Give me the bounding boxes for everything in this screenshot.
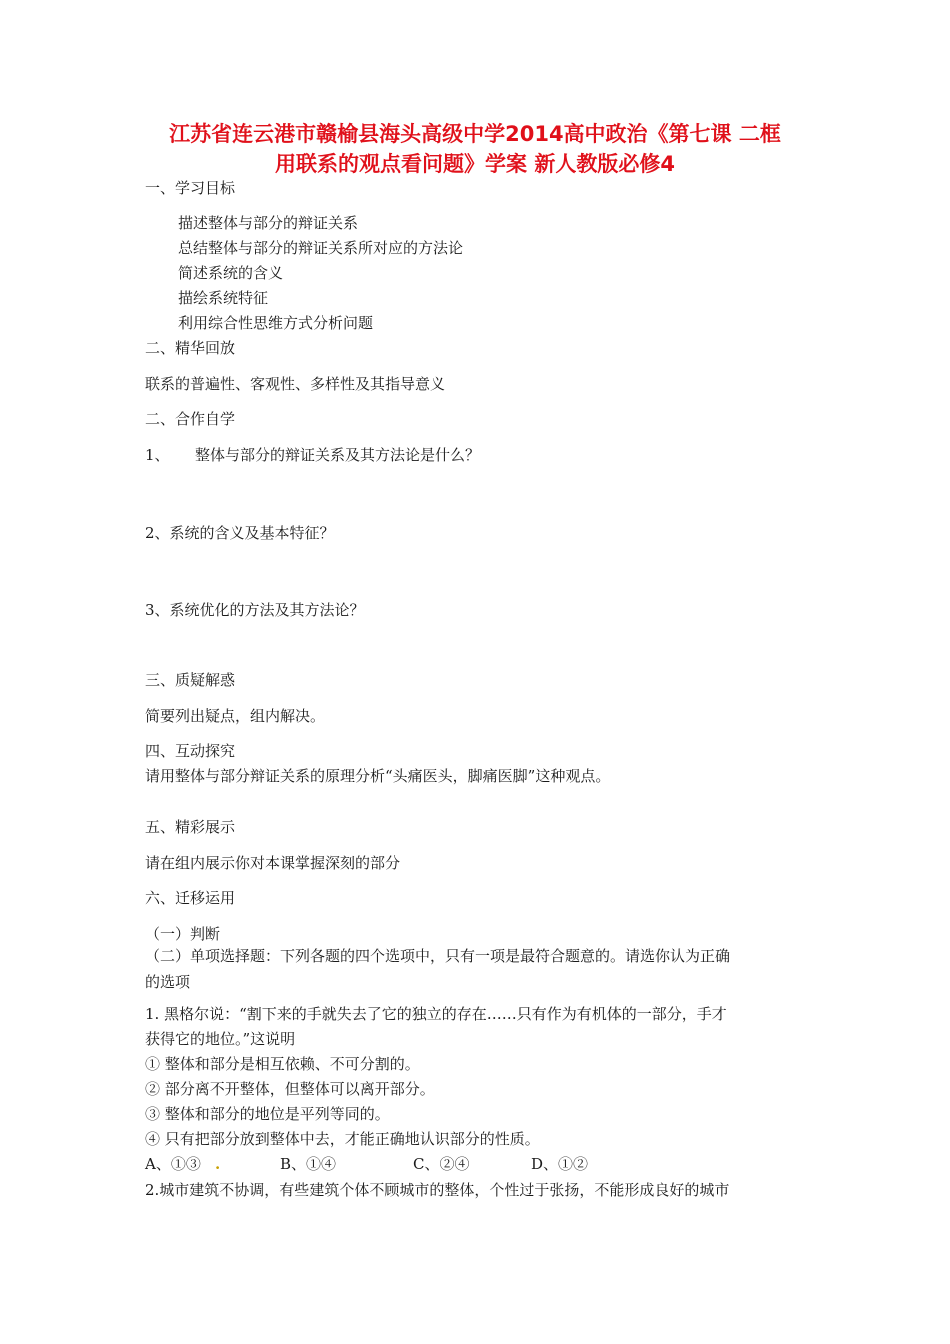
option-b: B、①④ (280, 1155, 337, 1173)
showcase-text: 请在组内展示你对本课掌握深刻的部分 (145, 854, 401, 872)
document-title-line-2: 用联系的观点看问题》学案 新人教版必修4 (275, 152, 675, 176)
document-title-line-1: 江苏省连云港市赣榆县海头高级中学2014高中政治《第七课 二框 (169, 122, 781, 146)
question-city: 2.城市建筑不协调，有些建筑个体不顾城市的整体，个性过于张扬，不能形成良好的城市 (145, 1181, 730, 1199)
question-3: 3、系统优化的方法及其方法论？ (145, 601, 365, 619)
option-a-mark: . (215, 1155, 221, 1173)
section-heading-application: 六、迁移运用 (145, 889, 236, 907)
statement-1: ① 整体和部分是相互依赖、不可分割的。 (145, 1055, 420, 1073)
statement-4: ④ 只有把部分放到整体中去，才能正确地认识部分的性质。 (145, 1130, 540, 1148)
section-heading-showcase: 五、精彩展示 (145, 818, 236, 836)
section-heading-self-study: 二、合作自学 (145, 410, 236, 428)
section-heading-questions: 三、质疑解惑 (145, 671, 236, 689)
subsection-judgement: （一）判断 (145, 925, 221, 943)
explore-text: 请用整体与部分辩证关系的原理分析“头痛医头，脚痛医脚”这种观点。 (145, 767, 611, 785)
question-hegel-line-1: 1. 黑格尔说：“割下来的手就失去了它的独立的存在……只有作为有机体的一部分，手才 (145, 1005, 727, 1023)
review-text: 联系的普遍性、客观性、多样性及其指导意义 (145, 375, 446, 393)
subsection-choice-line-1: （二）单项选择题：下列各题的四个选项中，只有一项是最符合题意的。请选你认为正确 (145, 947, 731, 965)
option-d: D、①② (531, 1155, 589, 1173)
objective-item: 总结整体与部分的辩证关系所对应的方法论 (178, 239, 464, 257)
questions-text: 简要列出疑点，组内解决。 (145, 707, 326, 725)
option-c: C、②④ (413, 1155, 470, 1173)
section-heading-review: 二、精华回放 (145, 339, 236, 357)
section-heading-objectives: 一、学习目标 (145, 179, 236, 197)
statement-3: ③ 整体和部分的地位是平列等同的。 (145, 1105, 390, 1123)
objective-item: 利用综合性思维方式分析问题 (178, 314, 374, 332)
question-1-text: 整体与部分的辩证关系及其方法论是什么？ (195, 446, 481, 464)
question-2: 2、系统的含义及基本特征？ (145, 524, 335, 542)
question-1-number: 1、 (145, 446, 170, 464)
question-hegel-line-2: 获得它的地位。”这说明 (145, 1030, 296, 1048)
statement-2: ② 部分离不开整体，但整体可以离开部分。 (145, 1080, 435, 1098)
subsection-choice-line-2: 的选项 (145, 973, 191, 991)
option-a: A、①③ (145, 1155, 201, 1173)
objective-item: 简述系统的含义 (178, 264, 284, 282)
objective-item: 描绘系统特征 (178, 289, 269, 307)
section-heading-explore: 四、互动探究 (145, 742, 236, 760)
objective-item: 描述整体与部分的辩证关系 (178, 214, 359, 232)
